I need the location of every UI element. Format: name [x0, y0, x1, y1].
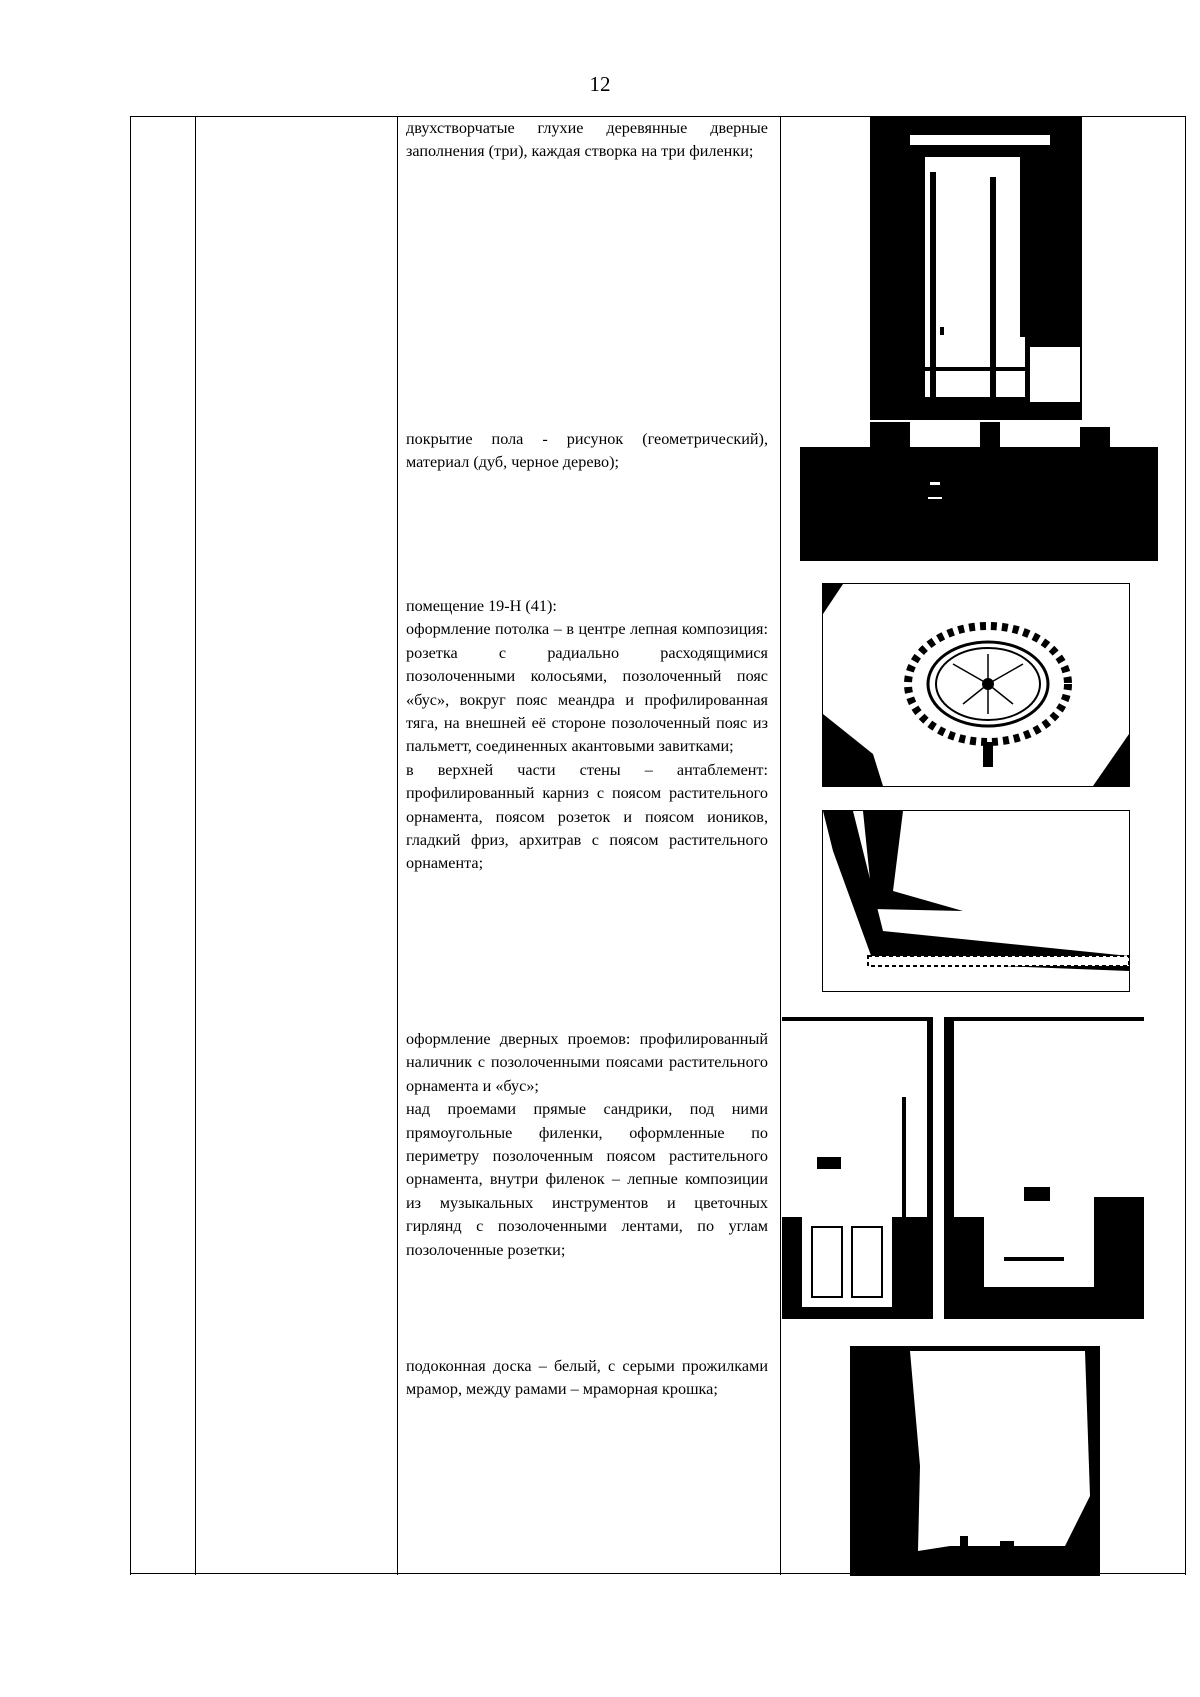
doorway-photo-left: [782, 1017, 933, 1319]
table-right-border: [1185, 116, 1186, 1575]
window-sill-photo: [850, 1346, 1100, 1576]
cornice-photo: [822, 810, 1130, 992]
column-divider-1: [195, 116, 196, 1575]
column-divider-2: [397, 116, 398, 1575]
description-paragraph: двухстворчатые глухие деревянные дверные заполнения (три), каждая створка на три филенки;: [406, 119, 768, 161]
floor-photo: [800, 422, 1158, 561]
description-block-doors: [406, 117, 768, 164]
table-left-border: [130, 116, 131, 1575]
description-block-window-sill: [406, 1355, 768, 1402]
page-number: 12: [589, 72, 611, 96]
description-paragraph: над проемами прямые сандрики, под ними прямоугольные филенки, оформленные по периметру позолоченным поясом растительного орнамента, внутри филенок – лепные композиции из музыкальных инструментов и цветочных гирлянд с позолоченными лентами, по углам позолоченные розетки;: [406, 1100, 768, 1259]
doorway-photo-right: [944, 1017, 1144, 1319]
room-heading: помещение 19-Н (41):: [406, 597, 557, 615]
description-block-doorways: [406, 1028, 768, 1262]
description-paragraph: в верхней части стены – антаблемент: профилированный карниз с поясом растительного орнамента, поясом розеток и поясом иоников, гладкий фриз, архитрав с поясом растительного орнамента;: [406, 760, 768, 873]
description-block-floor: [406, 428, 768, 475]
door-photo: [870, 117, 1082, 420]
description-block-room-19n: [406, 595, 768, 876]
description-paragraph: оформление дверных проемов: профилированный наличник с позолоченными поясами растительного орнамента и «бус»;: [406, 1030, 768, 1095]
description-paragraph: покрытие пола - рисунок (геометрический), материал (дуб, черное дерево);: [406, 430, 768, 472]
column-divider-3: [780, 116, 781, 1575]
ceiling-rosette-photo: [822, 583, 1130, 787]
description-paragraph: подоконная доска – белый, с серыми прожилками мрамор, между рамами – мраморная крошка;: [406, 1357, 768, 1399]
description-paragraph: оформление потолка – в центре лепная композиция: розетка с радиально расходящимися позолоченными колосьями, позолоченный пояс «бус», вокруг пояс меандра и профилированная тяга, на внешней её стороне позолоченный пояс из пальметт, соединенных акантовыми завитками;: [406, 620, 768, 756]
